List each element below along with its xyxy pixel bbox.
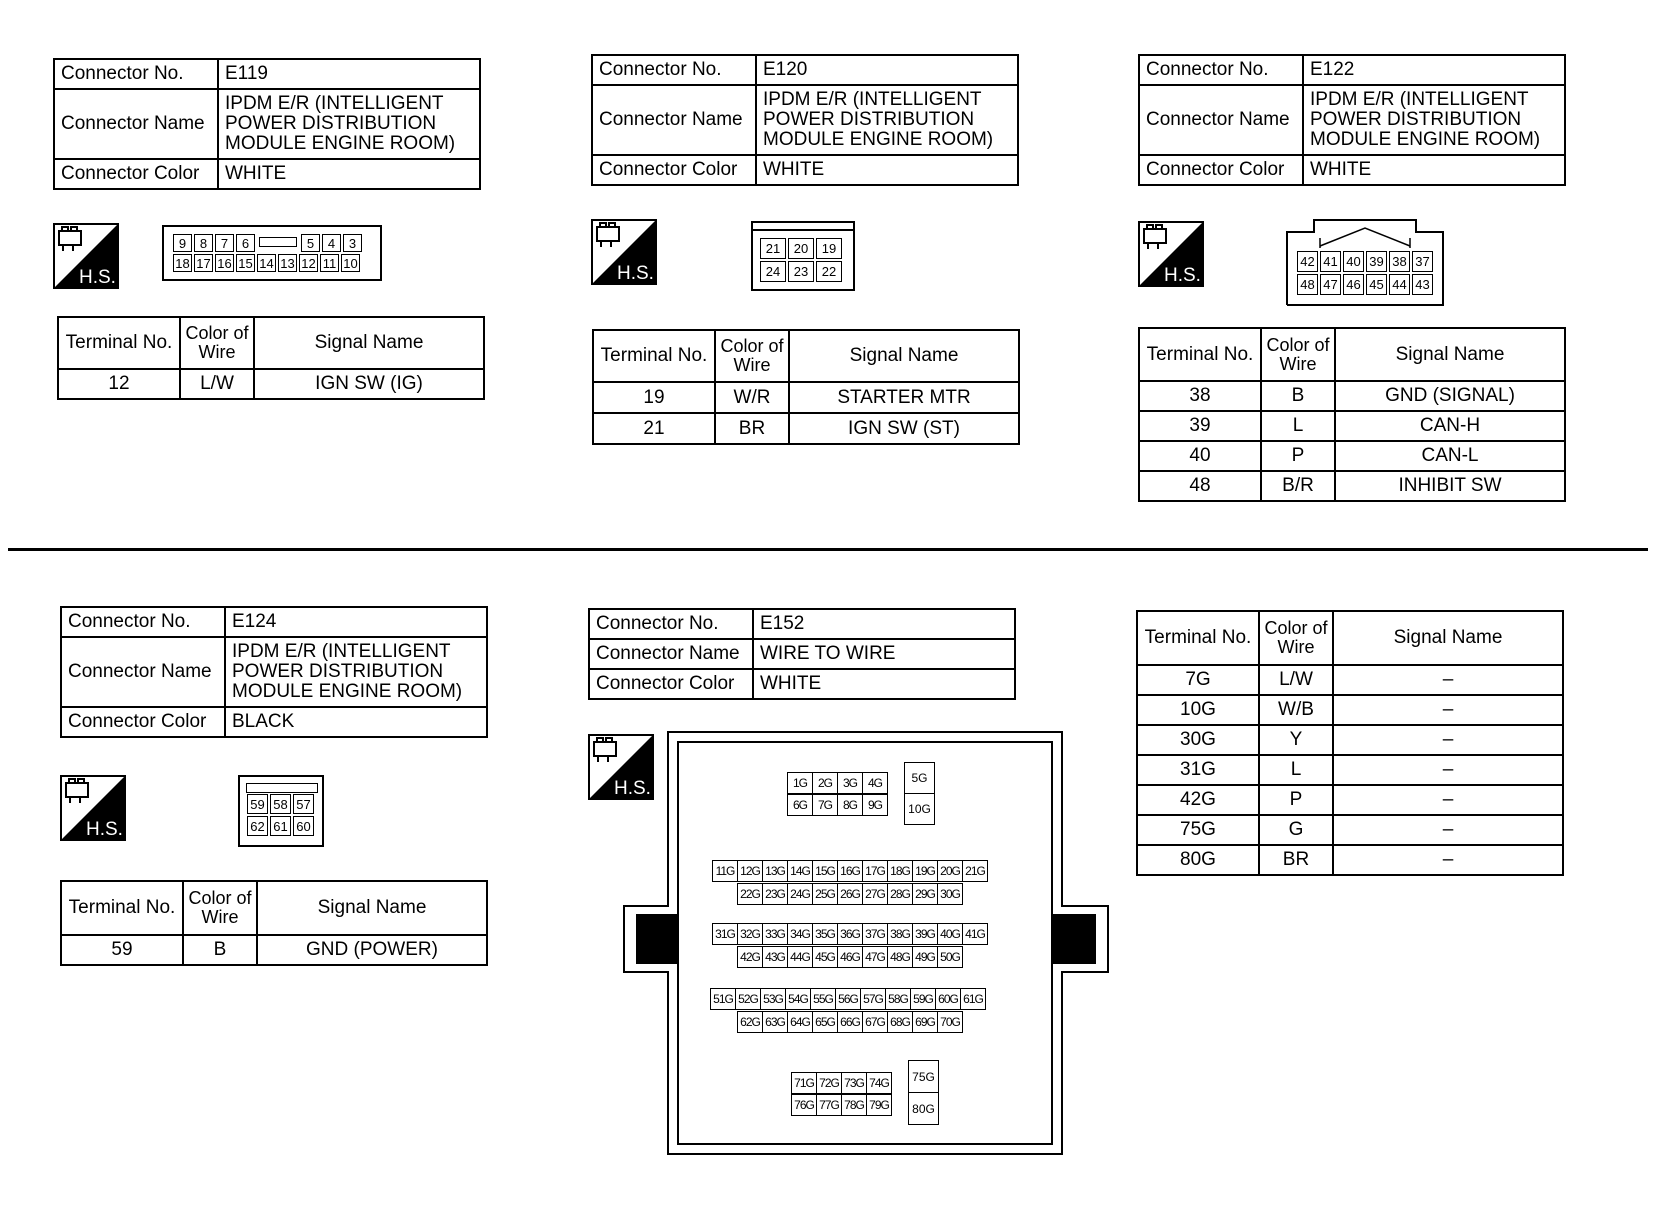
- connector-name-value: IPDM E/R (INTELLIGENT POWER DISTRIBUTION MODULE ENGINE ROOM): [1303, 85, 1565, 155]
- connector-color-value: WHITE: [1303, 155, 1565, 185]
- table-row: 39 L CAN-H: [1139, 411, 1565, 441]
- pin: 16: [215, 254, 234, 272]
- pin: 38G: [887, 923, 913, 945]
- connector-info-e124: [60, 606, 488, 738]
- pin: 33G: [762, 923, 788, 945]
- terminal-no-header: Terminal No.: [1139, 328, 1261, 381]
- pin: 9: [173, 234, 192, 252]
- pin: 63G: [762, 1011, 788, 1033]
- pin: 50G: [937, 946, 963, 968]
- svg-text:H.S.: H.S.: [86, 819, 123, 840]
- connector-name-label: Connector Name: [1139, 85, 1303, 155]
- connector-name-label: Connector Name: [54, 89, 218, 159]
- connector-color-value: BLACK: [225, 707, 487, 737]
- pin: 31G: [712, 923, 738, 945]
- pin: 19G: [912, 860, 938, 882]
- pin: 19: [816, 238, 842, 259]
- pin: 72G: [816, 1072, 842, 1094]
- pin-row: [791, 1094, 891, 1116]
- pin-row: [712, 860, 987, 882]
- pin: 23G: [762, 883, 788, 905]
- pin: 49G: [912, 946, 938, 968]
- pin: 14G: [787, 860, 813, 882]
- pin: 12: [299, 254, 318, 272]
- pin: 4G: [862, 772, 888, 794]
- svg-text:H.S.: H.S.: [1164, 265, 1201, 286]
- pin: 53G: [760, 988, 786, 1010]
- pin: 8G: [837, 794, 863, 816]
- pin: 39G: [912, 923, 938, 945]
- pin: 45: [1366, 274, 1387, 295]
- pin: 66G: [837, 1011, 863, 1033]
- pin: 67G: [862, 1011, 888, 1033]
- pin: 48G: [887, 946, 913, 968]
- connector-color-value: WHITE: [756, 155, 1018, 185]
- pin: 44: [1389, 274, 1410, 295]
- terminal-no-header: Terminal No.: [593, 330, 715, 382]
- pin: 41: [1320, 251, 1341, 272]
- connector-color-value: WHITE: [218, 159, 480, 189]
- pin: 32G: [737, 923, 763, 945]
- table-row: 40 P CAN-L: [1139, 441, 1565, 471]
- pin-row: [712, 923, 987, 945]
- terminal-table-e119: [57, 316, 485, 400]
- pin: 17G: [862, 860, 888, 882]
- pin: 22: [816, 261, 842, 282]
- pin: 45G: [812, 946, 838, 968]
- pin: 26G: [837, 883, 863, 905]
- pin: 18G: [887, 860, 913, 882]
- connector-color-label: Connector Color: [1139, 155, 1303, 185]
- pin: 75G: [908, 1060, 939, 1093]
- pin: 2G: [812, 772, 838, 794]
- pin: 62: [247, 816, 268, 836]
- connector-latch-icon: [259, 237, 297, 247]
- pin: 47: [1320, 274, 1341, 295]
- svg-text:H.S.: H.S.: [617, 263, 654, 284]
- connector-name-value: IPDM E/R (INTELLIGENT POWER DISTRIBUTION MODULE ENGINE ROOM): [756, 85, 1018, 155]
- pin: 27G: [862, 883, 888, 905]
- pin: 12G: [737, 860, 763, 882]
- pin: 16G: [837, 860, 863, 882]
- table-row: 19 W/R STARTER MTR: [593, 382, 1019, 413]
- pin: 28G: [887, 883, 913, 905]
- signal-name-header: Signal Name: [254, 317, 484, 369]
- terminal-no-header: Terminal No.: [61, 881, 183, 935]
- pin-row: [787, 772, 887, 794]
- pin: 35G: [812, 923, 838, 945]
- wire-color-header: Color of Wire: [180, 317, 254, 369]
- pin: 56G: [835, 988, 861, 1010]
- pin: 5G: [904, 762, 935, 794]
- table-row: 48 B/R INHIBIT SW: [1139, 471, 1565, 501]
- pin: 77G: [816, 1094, 842, 1116]
- pin: 46: [1343, 274, 1364, 295]
- connector-name-label: Connector Name: [61, 637, 225, 707]
- pin: 1G: [787, 772, 813, 794]
- connector-name-value: WIRE TO WIRE: [753, 639, 1015, 669]
- svg-text:H.S.: H.S.: [614, 778, 651, 799]
- pin: 40G: [937, 923, 963, 945]
- connector-name-value: IPDM E/R (INTELLIGENT POWER DISTRIBUTION MODULE ENGINE ROOM): [218, 89, 480, 159]
- connector-name-label: Connector Name: [592, 85, 756, 155]
- connector-info-e122: [1138, 54, 1566, 186]
- pin: 44G: [787, 946, 813, 968]
- table-row: 38 B GND (SIGNAL): [1139, 381, 1565, 411]
- connector-color-value: WHITE: [753, 669, 1015, 699]
- pin-row: [710, 988, 985, 1010]
- pin: 29G: [912, 883, 938, 905]
- connector-face-e119: [162, 225, 382, 281]
- harness-side-icon: [591, 219, 657, 285]
- pin: 58G: [885, 988, 911, 1010]
- connector-color-label: Connector Color: [589, 669, 753, 699]
- pin: 57G: [860, 988, 886, 1010]
- wire-color-header: Color of Wire: [1259, 611, 1333, 665]
- connector-no-value: E122: [1303, 55, 1565, 85]
- pin: 42: [1297, 251, 1318, 272]
- table-row: 12 L/W IGN SW (IG): [58, 369, 484, 399]
- pin-row: [787, 794, 887, 816]
- pin-row: [737, 1011, 962, 1033]
- pin: 17: [194, 254, 213, 272]
- pin: 5: [301, 234, 320, 252]
- pin: 65G: [812, 1011, 838, 1033]
- terminal-table-e124: [60, 880, 488, 966]
- svg-text:H.S.: H.S.: [79, 267, 116, 288]
- table-row: 10G W/B –: [1137, 695, 1563, 725]
- table-row: 42G P –: [1137, 785, 1563, 815]
- pin: 22G: [737, 883, 763, 905]
- table-row: 80G BR –: [1137, 845, 1563, 875]
- connector-name-label: Connector Name: [589, 639, 753, 669]
- harness-side-icon: [60, 775, 126, 841]
- pin: 71G: [791, 1072, 817, 1094]
- terminal-table-e152: [1136, 610, 1564, 876]
- pin: 10: [341, 254, 360, 272]
- wire-color-header: Color of Wire: [1261, 328, 1335, 381]
- pin: 43: [1412, 274, 1433, 295]
- pin: 51G: [710, 988, 736, 1010]
- connector-color-label: Connector Color: [61, 707, 225, 737]
- pin: 21: [760, 238, 786, 259]
- pin: 37G: [862, 923, 888, 945]
- terminal-no-header: Terminal No.: [58, 317, 180, 369]
- pin: 55G: [810, 988, 836, 1010]
- pin: 76G: [791, 1094, 817, 1116]
- connector-no-value: E119: [218, 59, 480, 89]
- pin: 61G: [960, 988, 986, 1010]
- pin: 80G: [908, 1092, 939, 1125]
- connector-color-label: Connector Color: [54, 159, 218, 189]
- connector-face-e124: [238, 775, 324, 847]
- connector-face-e120: [751, 221, 855, 291]
- pin: 34G: [787, 923, 813, 945]
- pin: 42G: [737, 946, 763, 968]
- pin: 68G: [887, 1011, 913, 1033]
- pin: 60: [293, 816, 314, 836]
- harness-side-icon: [1138, 221, 1204, 287]
- pin: 11G: [712, 860, 738, 882]
- table-row: 75G G –: [1137, 815, 1563, 845]
- pin: 39: [1366, 251, 1387, 272]
- pin: 38: [1389, 251, 1410, 272]
- pin: 43G: [762, 946, 788, 968]
- pin: 14: [257, 254, 276, 272]
- pin: 54G: [785, 988, 811, 1010]
- pin: 61: [270, 816, 291, 836]
- connector-face-e122: [1296, 250, 1436, 296]
- pin: 41G: [962, 923, 988, 945]
- connector-info-e120: [591, 54, 1019, 186]
- pin: 15G: [812, 860, 838, 882]
- pin: 57: [293, 794, 314, 814]
- pin: 6: [236, 234, 255, 252]
- pin: 6G: [787, 794, 813, 816]
- pin: 3: [343, 234, 362, 252]
- terminal-table-e122: [1138, 327, 1566, 502]
- pin: 62G: [737, 1011, 763, 1033]
- pin: 15: [236, 254, 255, 272]
- pin: 4: [322, 234, 341, 252]
- pin: 70G: [937, 1011, 963, 1033]
- pin: 3G: [837, 772, 863, 794]
- connector-color-label: Connector Color: [592, 155, 756, 185]
- pin: 73G: [841, 1072, 867, 1094]
- pin: 59: [247, 794, 268, 814]
- pin: 7G: [812, 794, 838, 816]
- pin: 79G: [866, 1094, 892, 1116]
- pin: 23: [788, 261, 814, 282]
- terminal-no-header: Terminal No.: [1137, 611, 1259, 665]
- connector-info-e152: [588, 608, 1016, 700]
- pin: 9G: [862, 794, 888, 816]
- pin: 7: [215, 234, 234, 252]
- signal-name-header: Signal Name: [1335, 328, 1565, 381]
- pin: 52G: [735, 988, 761, 1010]
- pin: 64G: [787, 1011, 813, 1033]
- connector-no-value: E152: [753, 609, 1015, 639]
- pin: 36G: [837, 923, 863, 945]
- pin: 48: [1297, 274, 1318, 295]
- section-divider: [8, 548, 1648, 551]
- table-row: 30G Y –: [1137, 725, 1563, 755]
- signal-name-header: Signal Name: [789, 330, 1019, 382]
- pin: 59G: [910, 988, 936, 1010]
- pin: 78G: [841, 1094, 867, 1116]
- connector-no-value: E120: [756, 55, 1018, 85]
- signal-name-header: Signal Name: [1333, 611, 1563, 665]
- signal-name-header: Signal Name: [257, 881, 487, 935]
- connector-no-label: Connector No.: [1139, 55, 1303, 85]
- pin: 74G: [866, 1072, 892, 1094]
- table-row: 59 B GND (POWER): [61, 935, 487, 965]
- wire-color-header: Color of Wire: [183, 881, 257, 935]
- pin-row: [791, 1072, 891, 1094]
- connector-no-label: Connector No.: [589, 609, 753, 639]
- pin: 69G: [912, 1011, 938, 1033]
- pin: 10G: [904, 793, 935, 825]
- pin: 21G: [962, 860, 988, 882]
- pin: 24G: [787, 883, 813, 905]
- pin: 60G: [935, 988, 961, 1010]
- pin: 11: [320, 254, 339, 272]
- connector-info-e119: [53, 58, 481, 190]
- pin: 13: [278, 254, 297, 272]
- table-row: 31G L –: [1137, 755, 1563, 785]
- connector-no-label: Connector No.: [61, 607, 225, 637]
- terminal-table-e120: [592, 329, 1020, 445]
- pin: 18: [173, 254, 192, 272]
- connector-no-label: Connector No.: [54, 59, 218, 89]
- connector-no-value: E124: [225, 607, 487, 637]
- pin: 8: [194, 234, 213, 252]
- pin: 30G: [937, 883, 963, 905]
- connector-name-value: IPDM E/R (INTELLIGENT POWER DISTRIBUTION MODULE ENGINE ROOM): [225, 637, 487, 707]
- wire-color-header: Color of Wire: [715, 330, 789, 382]
- pin: 24: [760, 261, 786, 282]
- connector-no-label: Connector No.: [592, 55, 756, 85]
- pin: 25G: [812, 883, 838, 905]
- pin: 46G: [837, 946, 863, 968]
- table-row: 7G L/W –: [1137, 665, 1563, 695]
- pin: 13G: [762, 860, 788, 882]
- pin-row: [737, 946, 962, 968]
- pin-row: [737, 883, 962, 905]
- pin: 47G: [862, 946, 888, 968]
- pin: 37: [1412, 251, 1433, 272]
- pin: 20: [788, 238, 814, 259]
- harness-side-icon: [53, 223, 119, 289]
- pin: 20G: [937, 860, 963, 882]
- pin: 40: [1343, 251, 1364, 272]
- pin: 58: [270, 794, 291, 814]
- table-row: 21 BR IGN SW (ST): [593, 413, 1019, 444]
